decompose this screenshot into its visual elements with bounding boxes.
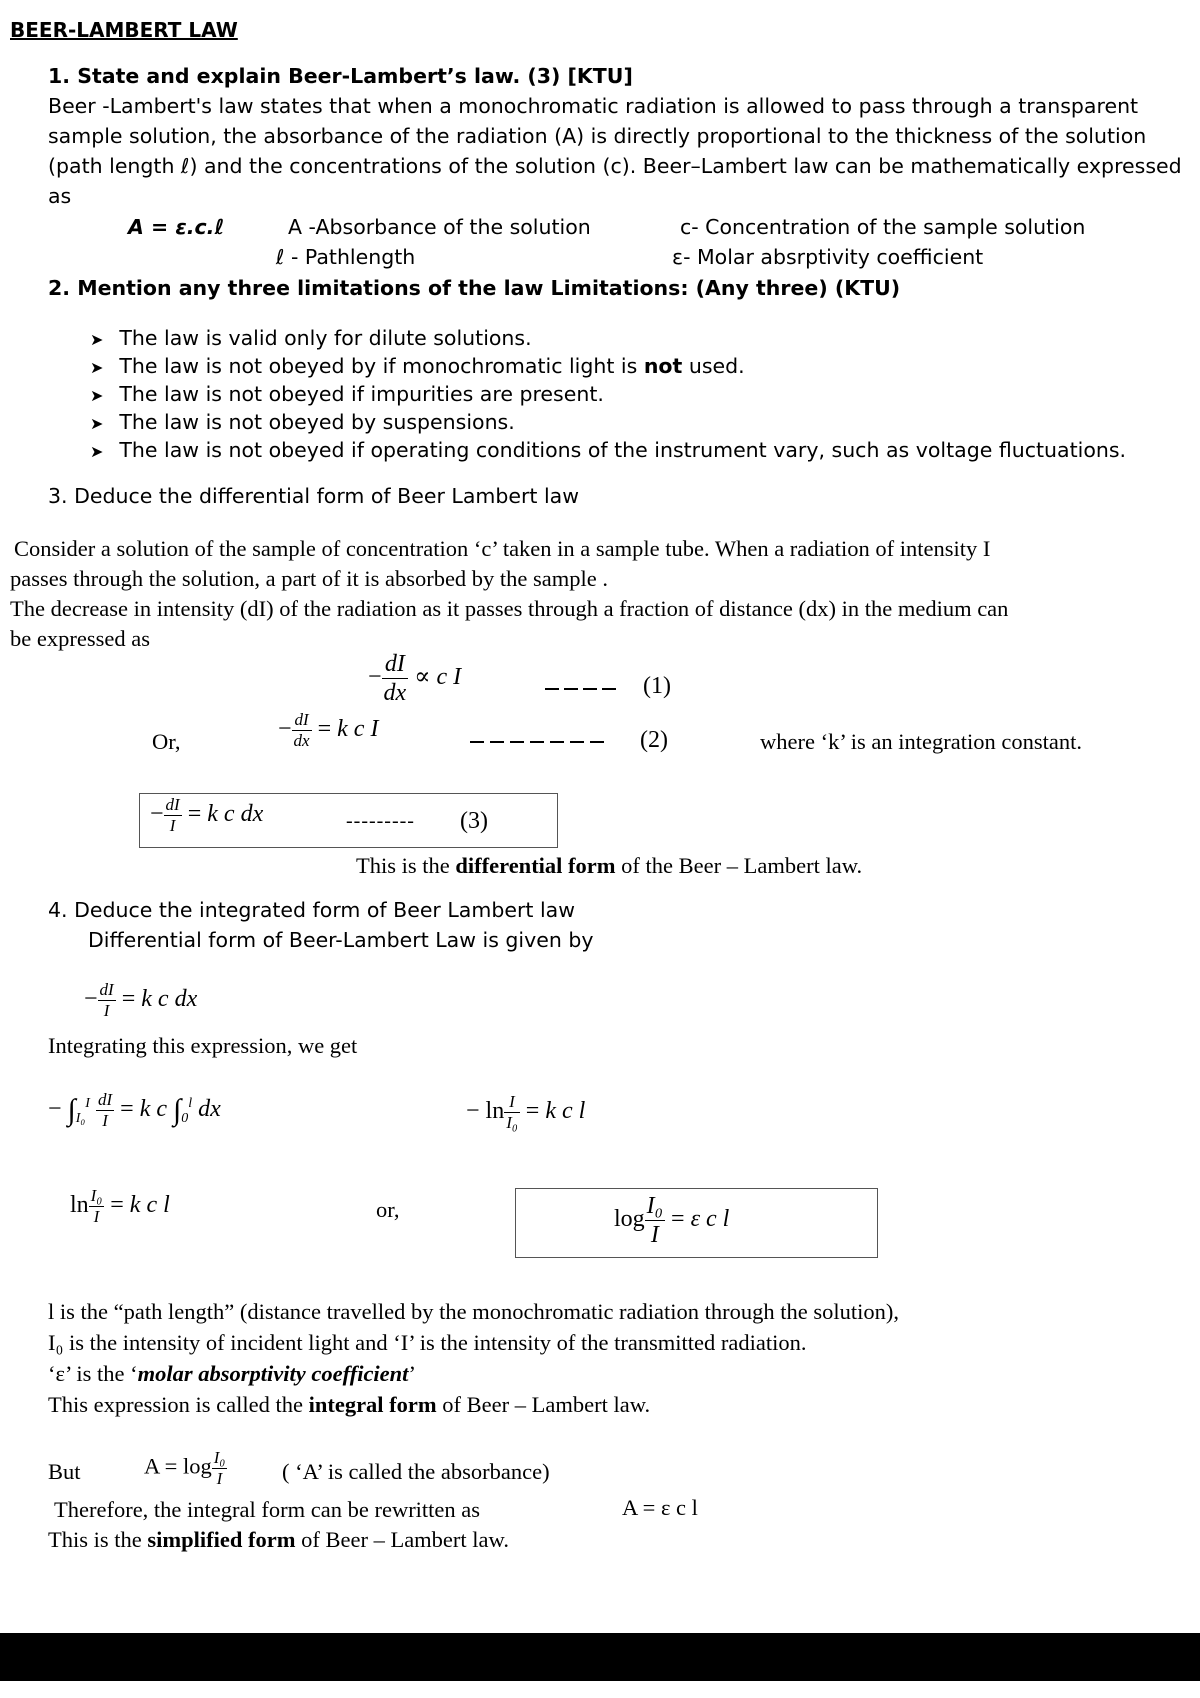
- q3-para-line: be expressed as: [10, 626, 150, 651]
- beer-lambert-formula: A = ε.c.ℓ: [128, 215, 225, 239]
- equation-1: − $\frac{dI}{dx}$ ∝ c I: [368, 651, 462, 706]
- page-title: BEER-LAMBERT LAW: [10, 18, 238, 42]
- q3-para-line: The decrease in intensity (dI) of the radiation as it passes through a fraction of distance (dx) in the medium can: [10, 596, 1009, 621]
- arrow-bullet-icon: ➤: [90, 414, 104, 433]
- limitation-item: ➤ The law is not obeyed by if monochromatic light is not used.: [90, 354, 745, 378]
- arrow-bullet-icon: ➤: [90, 386, 104, 405]
- q1-heading: 1. State and explain Beer-Lambert’s law. (3) [KTU]: [48, 64, 633, 88]
- limitation-item: ➤ The law is not obeyed if operating conditions of the instrument vary, such as voltage fluctuations.: [90, 438, 1127, 462]
- integration-constant-note: where ‘k’ is an integration constant.: [760, 729, 1082, 754]
- q1-para-line: (path length ℓ) and the concentrations of the solution (c). Beer–Lambert law can be mathematically expressed: [48, 154, 1182, 178]
- q1-para-line: as: [48, 184, 72, 208]
- intensity-desc: I₀ is the intensity of incident light and ‘I’ is the intensity of the transmitted radiation.: [48, 1330, 807, 1355]
- integrating-text: Integrating this expression, we get: [48, 1033, 358, 1058]
- equation-3-dashes: ---------: [346, 810, 415, 832]
- q3-para-line: passes through the solution, a part of it is absorbed by the sample .: [10, 566, 609, 591]
- legend-absorbance: A -Absorbance of the solution: [288, 215, 591, 239]
- but-label: But: [48, 1459, 81, 1484]
- integral-form-equation: log $\frac{\text{I₀}}{I}$ = ε c l: [614, 1193, 730, 1248]
- q1-para-line: Beer -Lambert's law states that when a monochromatic radiation is allowed to pass through a transparent: [48, 94, 1139, 118]
- limitation-item: ➤ The law is not obeyed by suspensions.: [90, 410, 515, 434]
- q3-heading: 3. Deduce the differential form of Beer Lambert law: [48, 484, 579, 508]
- or-text: or,: [376, 1197, 400, 1222]
- path-length-desc: l is the “path length” (distance travelled by the monochromatic radiation through the solution),: [48, 1299, 900, 1324]
- q4-subheading: Differential form of Beer-Lambert Law is given by: [88, 928, 594, 952]
- q2-heading: 2. Mention any three limitations of the law Limitations: (Any three) (KTU): [48, 276, 901, 300]
- epsilon-desc: ‘ε’ is the ‘molar absorptivity coefficient’: [48, 1361, 416, 1386]
- differential-form-caption: This is the differential form of the Beer – Lambert law.: [356, 853, 863, 878]
- absorbance-equation: A = log $\frac{\text{I₀}}{I}$: [144, 1448, 226, 1488]
- legend-molar-absorptivity: ε- Molar absrptivity coefficient: [672, 245, 984, 269]
- simplified-equation: A = ε c l: [622, 1495, 698, 1520]
- q3-para-line: Consider a solution of the sample of concentration ‘c’ taken in a sample tube. When a radiation of intensity I: [14, 536, 991, 561]
- equation-3: − $\frac{dI}{I}$ = k c dx: [150, 795, 264, 835]
- limitation-item: ➤ The law is not obeyed if impurities are present.: [90, 382, 604, 406]
- equation-2-label: (2): [640, 727, 668, 753]
- equation-2: − $\frac{dI}{dx}$ = k c I: [278, 710, 379, 750]
- differential-form-equation: − $\frac{dI}{I}$ = k c dx: [84, 980, 198, 1020]
- arrow-bullet-icon: ➤: [90, 330, 104, 349]
- integral-equation: − $\int_{I_0}^I$ $\frac{dI}{I}$ = k c $\int_0^l$ dx: [48, 1090, 221, 1130]
- q1-para-line: sample solution, the absorbance of the radiation (A) is directly proportional to the thickness of the solution: [48, 124, 1147, 148]
- legend-concentration: c- Concentration of the sample solution: [680, 215, 1086, 239]
- absorbance-note: ( ‘A’ is called the absorbance): [282, 1459, 550, 1484]
- simplified-form-caption: This is the simplified form of Beer – Lambert law.: [48, 1527, 509, 1552]
- q4-heading: 4. Deduce the integrated form of Beer Lambert law: [48, 898, 575, 922]
- equation-3-label: (3): [460, 808, 488, 834]
- legend-pathlength: ℓ - Pathlength: [276, 245, 416, 269]
- or-label: Or,: [152, 729, 181, 754]
- therefore-text: Therefore, the integral form can be rewritten as: [54, 1497, 481, 1522]
- integral-form-caption: This expression is called the integral form of Beer – Lambert law.: [48, 1392, 651, 1417]
- footer-bar: [0, 1633, 1200, 1681]
- log-ratio-equation: − ln $\frac{I}{\text{I₀}}$ = k c l: [466, 1092, 586, 1132]
- equation-1-label: (1): [643, 673, 671, 699]
- ln-equation: ln $\frac{\text{I₀}}{I}$ = k c l: [70, 1186, 170, 1226]
- arrow-bullet-icon: ➤: [90, 442, 104, 461]
- limitation-item: ➤ The law is valid only for dilute solutions.: [90, 326, 532, 350]
- arrow-bullet-icon: ➤: [90, 358, 104, 377]
